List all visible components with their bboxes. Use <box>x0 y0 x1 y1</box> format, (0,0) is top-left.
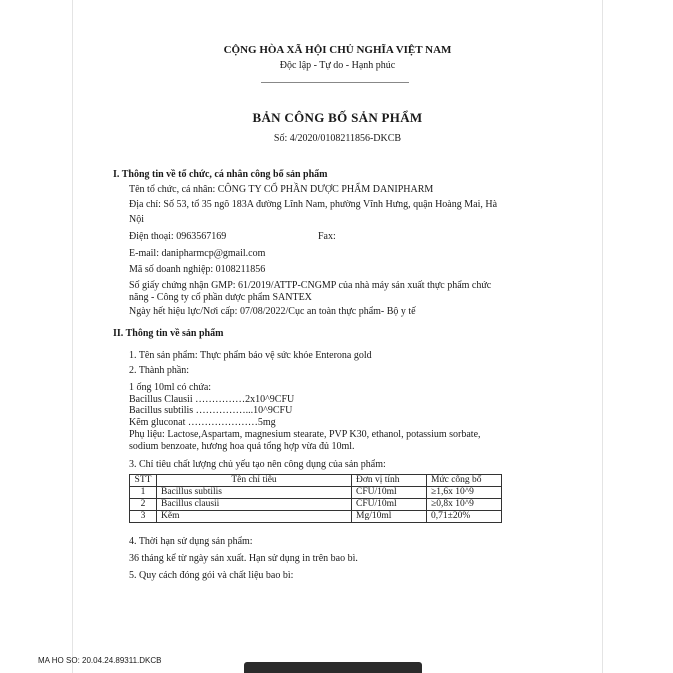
composition-line: Bacillus subtilis ……………...10^9CFU <box>129 405 293 416</box>
section-2-heading: II. Thông tin về sản phẩm <box>113 328 224 339</box>
excipients-line-2: sodium benzoate, hương hoa quả tổng hợp vừa đủ 10ml. <box>129 441 355 452</box>
shelf-life-heading: 4. Thời hạn sử dụng sản phẩm: <box>129 536 253 547</box>
phone: Điện thoại: 0963567169 <box>129 231 227 242</box>
table-cell: ≥1,6x 10^9 <box>427 487 502 499</box>
composition-heading: 2. Thành phần: <box>129 365 190 376</box>
fax: Fax: <box>318 231 336 242</box>
table-row <box>130 499 502 511</box>
section-1-heading: I. Thông tin về tổ chức, cá nhân công bố sản phẩm <box>113 169 328 180</box>
divider <box>261 82 409 83</box>
table-cell: Bacillus clausii <box>157 499 352 511</box>
document-page <box>72 0 603 673</box>
composition-line: Bacillus Clausii ……………2x10^9CFU <box>129 394 295 405</box>
product-name: 1. Tên sản phẩm: Thực phẩm bảo vệ sức khỏe Enterona gold <box>129 350 372 361</box>
org-name: Tên tổ chức, cá nhân: CÔNG TY CỔ PHẦN DƯỢC PHẨM DANIPHARM <box>129 184 434 195</box>
table-header-cell: Đơn vị tính <box>352 475 427 487</box>
quality-heading: 3. Chỉ tiêu chất lượng chủ yếu tạo nên công dụng của sản phẩm: <box>129 459 386 470</box>
gmp-line-2: năng - Công ty cổ phần dược phẩm SANTEX <box>129 292 312 303</box>
table-header-cell: Tên chỉ tiêu <box>157 475 352 487</box>
table-header-cell: Mức công bố <box>427 475 502 487</box>
table-row <box>130 487 502 499</box>
table-cell: ≥0,8x 10^9 <box>427 499 502 511</box>
table-cell: 2 <box>130 499 157 511</box>
table-cell: Mg/10ml <box>352 511 427 523</box>
address-line-2: Nội <box>129 214 144 225</box>
republic-heading: CỘNG HÒA XÃ HỘI CHỦ NGHĨA VIỆT NAM <box>223 44 452 56</box>
composition-line: 1 ống 10ml có chứa: <box>129 382 212 393</box>
packaging-heading: 5. Quy cách đóng gói và chất liệu bao bì: <box>129 570 294 581</box>
validity: Ngày hết hiệu lực/Nơi cấp: 07/08/2022/Cục an toàn thực phẩm- Bộ y tế <box>129 306 416 317</box>
table-cell: Bacillus subtilis <box>157 487 352 499</box>
table-cell: 3 <box>130 511 157 523</box>
viewer-toolbar <box>244 662 422 673</box>
quality-table <box>129 474 502 523</box>
table-row <box>130 511 502 523</box>
shelf-life-text: 36 tháng kể từ ngày sản xuất. Hạn sử dụng in trên bao bì. <box>129 553 358 564</box>
table-cell: CFU/10ml <box>352 487 427 499</box>
gmp-line-1: Số giấy chứng nhận GMP: 61/2019/ATTP-CNGMP của nhà máy sản xuất thực phẩm chức <box>129 280 492 291</box>
address-line-1: Địa chỉ: Số 53, tổ 35 ngõ 183A đường Lĩnh Nam, phường Vĩnh Hưng, quận Hoàng Mai, Hà <box>129 199 498 210</box>
table-cell: Kẽm <box>157 511 352 523</box>
page-title: BẢN CÔNG BỐ SẢN PHẨM <box>252 110 423 125</box>
email: E-mail: danipharmcp@gmail.com <box>129 248 266 259</box>
document-number: Số: 4/2020/0108211856-DKCB <box>273 133 402 144</box>
table-header-cell: STT <box>130 475 157 487</box>
table-header-row <box>130 475 502 487</box>
tax-code: Mã số doanh nghiệp: 0108211856 <box>129 264 266 275</box>
composition-line: Kẽm gluconat …………………5mg <box>129 417 276 428</box>
table-cell: CFU/10ml <box>352 499 427 511</box>
excipients-line-1: Phụ liệu: Lactose,Aspartam, magnesium stearate, PVP K30, ethanol, potassium sorbate, <box>129 429 481 440</box>
dossier-code: MA HO SO: 20.04.24.89311.DKCB <box>38 656 162 665</box>
motto: Độc lập - Tự do - Hạnh phúc <box>279 60 396 71</box>
table-cell: 1 <box>130 487 157 499</box>
table-cell: 0,71±20% <box>427 511 502 523</box>
